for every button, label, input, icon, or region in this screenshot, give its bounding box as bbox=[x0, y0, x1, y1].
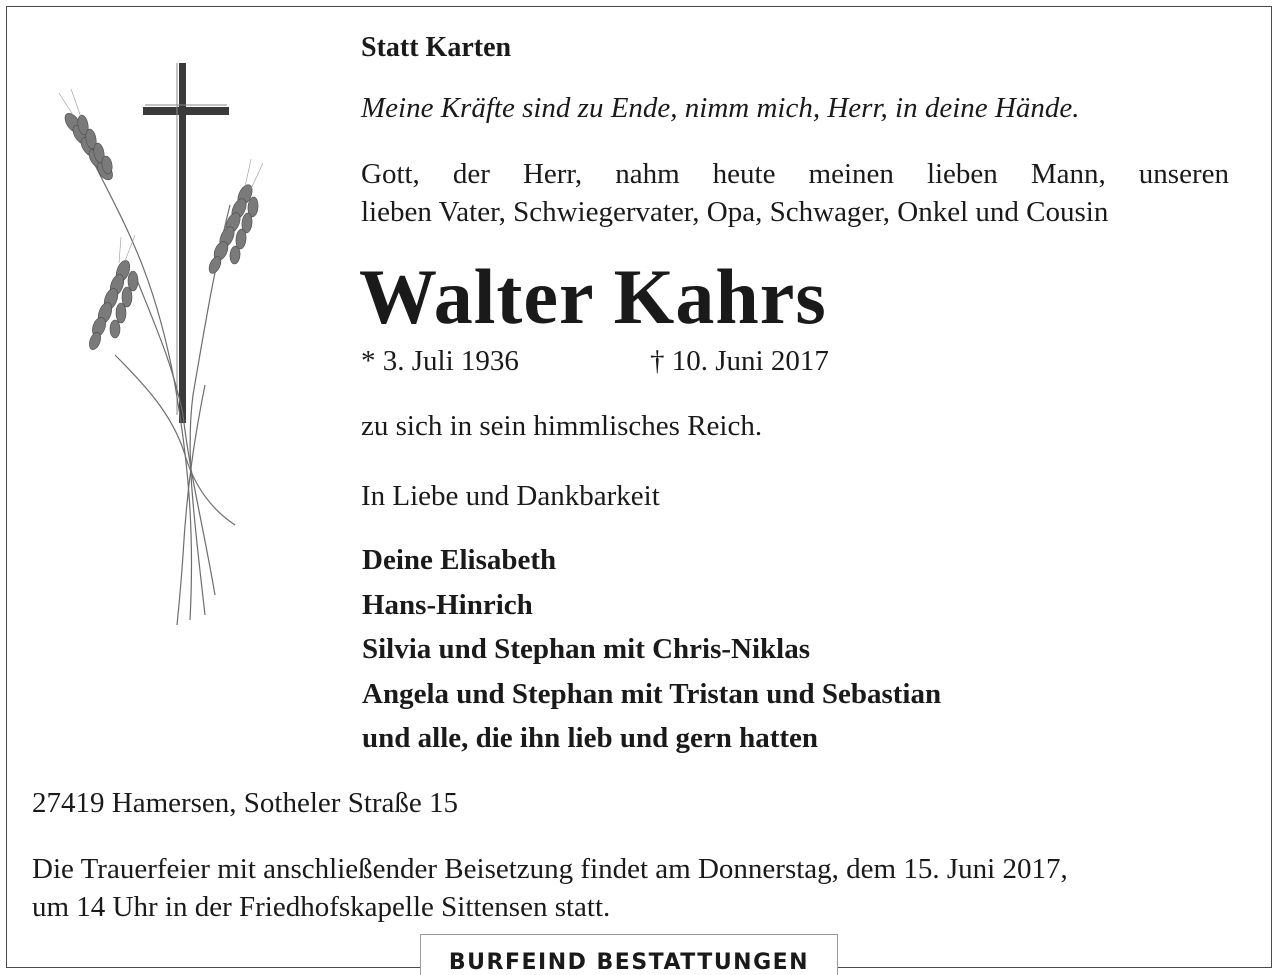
mourner: Silvia und Stephan mit Chris-Niklas bbox=[362, 633, 811, 665]
undertaker-logo bbox=[420, 934, 838, 975]
death-date: † 10. Juni 2017 bbox=[650, 345, 829, 377]
ceremony-line-2: um 14 Uhr in der Friedhofskapelle Sittensen statt. bbox=[32, 891, 611, 923]
intro-line-2: lieben Vater, Schwiegervater, Opa, Schwager, Onkel und Cousin bbox=[361, 196, 1109, 228]
mourners-list bbox=[362, 538, 941, 761]
heading: Statt Karten bbox=[361, 32, 512, 63]
birth-date: * 3. Juli 1936 bbox=[361, 345, 519, 377]
mourner: Angela und Stephan mit Tristan und Sebastian bbox=[362, 677, 942, 710]
cross-icon bbox=[143, 63, 229, 423]
into-heaven-text: zu sich in sein himmlisches Reich. bbox=[361, 410, 763, 442]
ceremony-line-1: Die Trauerfeier mit anschließender Beisetzung findet am Donnerstag, dem 15. Juni 2017, bbox=[32, 853, 1068, 885]
mourner: Deine Elisabeth bbox=[362, 544, 557, 576]
intro-text bbox=[361, 155, 1229, 231]
undertaker-name: BURFEIND BESTATTUNGEN bbox=[448, 950, 810, 975]
mourner: Hans-Hinrich bbox=[362, 588, 533, 621]
closing-text: In Liebe und Dankbarkeit bbox=[361, 480, 660, 512]
cross-with-wheat-icon bbox=[55, 55, 275, 635]
verse: Meine Kräfte sind zu Ende, nimm mich, Herr, in deine Hände. bbox=[361, 92, 1080, 124]
address: 27419 Hamersen, Sotheler Straße 15 bbox=[32, 787, 459, 819]
deceased-name: Walter Kahrs bbox=[359, 253, 827, 340]
intro-line-1: Gott, der Herr, nahm heute meinen lieben Mann, unseren bbox=[361, 158, 1229, 190]
mourner: und alle, die ihn lieb und gern hatten bbox=[362, 722, 819, 754]
ceremony-info bbox=[32, 850, 1068, 926]
